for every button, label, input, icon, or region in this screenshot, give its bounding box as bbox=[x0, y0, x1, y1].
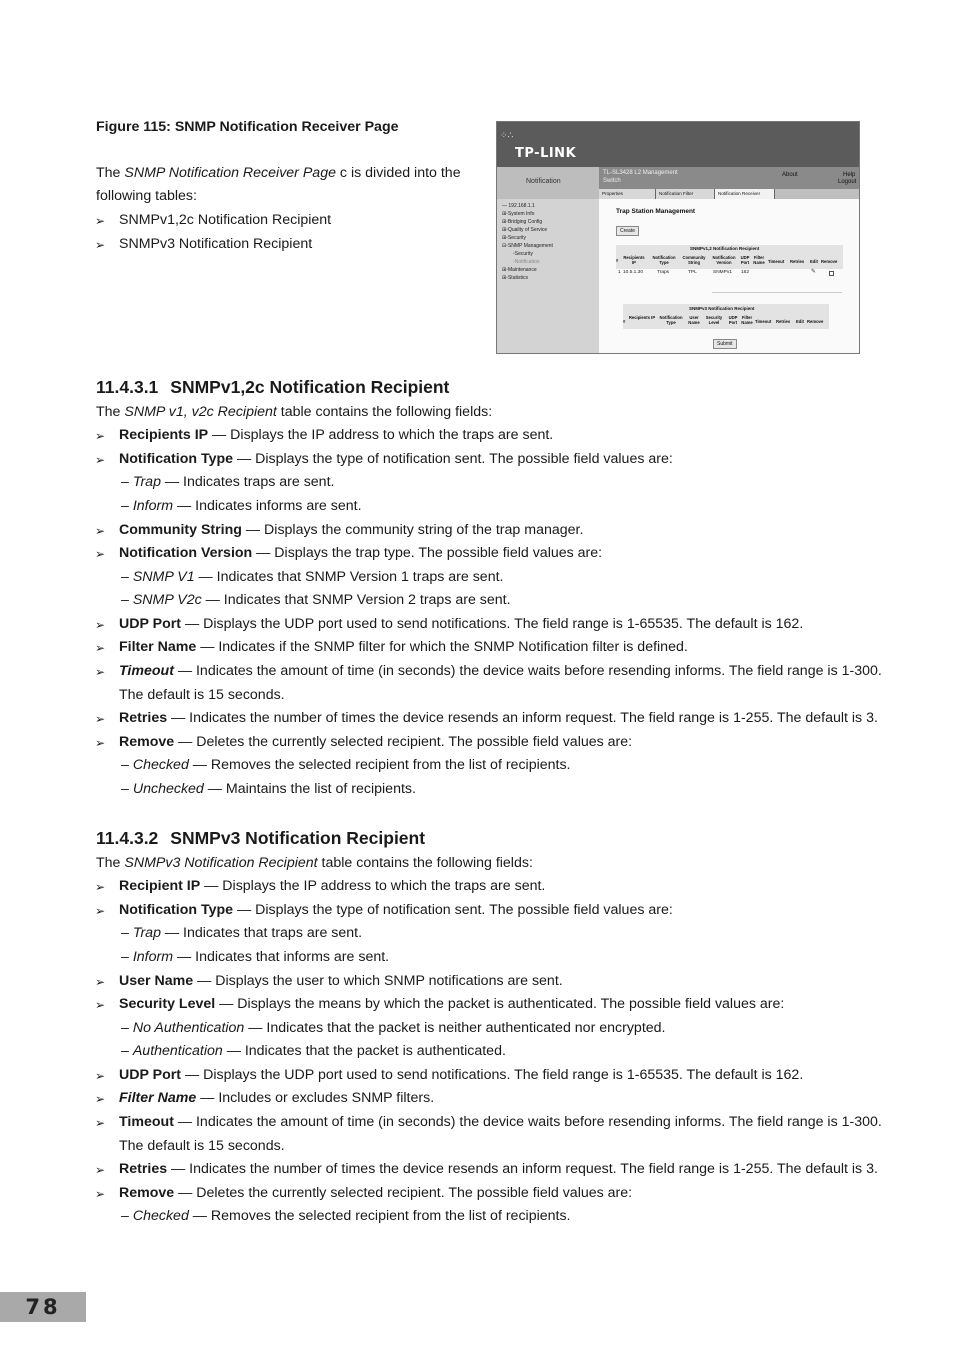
col-header: Recipients IP bbox=[623, 255, 645, 265]
intro-italic: SNMPv3 Notification Recipient bbox=[124, 855, 318, 871]
field-item: ➢ Timeout — Indicates the amount of time (in seconds) the device waits before resending informs. The field range is 1-300. bbox=[119, 1111, 882, 1135]
tree-item[interactable]: ⊞▫System Info bbox=[502, 211, 535, 217]
col-header: Timeout bbox=[755, 319, 772, 324]
remove-checkbox[interactable] bbox=[829, 271, 834, 276]
figure-bullet: ➢ SNMPv1,2c Notification Recipient bbox=[119, 209, 331, 233]
field-item: ➢ Filter Name — Indicates if the SNMP filter for which the SNMP Notification filter is defined. bbox=[119, 636, 688, 660]
field-item: ➢ Notification Type — Displays the type of notification sent. The possible field values are: bbox=[119, 899, 673, 923]
col-header: # bbox=[623, 319, 626, 324]
submit-button[interactable]: Submit bbox=[713, 339, 737, 349]
tree-item[interactable]: ▫Security bbox=[513, 251, 533, 257]
section-number: 11.4.3.2 bbox=[96, 828, 159, 848]
section-heading bbox=[96, 828, 425, 849]
field-value: – Trap — Indicates traps are sent. bbox=[121, 474, 335, 490]
field-value: – Authentication — Indicates that the packet is authenticated. bbox=[121, 1043, 506, 1059]
col-header: Community String bbox=[682, 255, 706, 265]
left-title-text: Notification bbox=[526, 178, 561, 185]
cell: 10.5.1.30 bbox=[623, 270, 644, 275]
device-title bbox=[603, 169, 678, 185]
figure-intro-text: The bbox=[96, 165, 125, 181]
tab-notification-filter[interactable]: Notification Filter bbox=[656, 189, 715, 199]
field-item: ➢ Security Level — Displays the means by which the packet is authenticated. The possible field values are: bbox=[119, 993, 784, 1017]
field-item: ➢ Recipients IP — Displays the IP address to which the traps are sent. bbox=[119, 424, 553, 448]
tree-item[interactable]: ⊞▫Bridging Config bbox=[502, 219, 543, 225]
figure-bullet: ➢ SNMPv3 Notification Recipient bbox=[119, 233, 312, 257]
figure-intro-italic: SNMP Notification Receiver Page bbox=[124, 165, 336, 181]
help-link[interactable]: Help bbox=[843, 172, 856, 178]
intro-italic: SNMP v1, v2c Recipient bbox=[124, 404, 277, 420]
field-item: ➢ User Name — Displays the user to which SNMP notifications are sent. bbox=[119, 970, 563, 994]
figure-caption: Figure 115: SNMP Notification Receiver Page bbox=[96, 119, 399, 135]
col-header: Timeout bbox=[768, 259, 785, 264]
col-header: User Name bbox=[688, 315, 700, 325]
col-header: Notification Type bbox=[652, 255, 676, 265]
logout-link[interactable]: Logout bbox=[838, 179, 857, 185]
create-button[interactable]: Create bbox=[616, 226, 639, 236]
edit-pencil-icon[interactable]: ✎ bbox=[811, 269, 817, 275]
cell: SNMPv1 bbox=[713, 270, 732, 275]
field-item: ➢ Timeout — Indicates the amount of time (in seconds) the device waits before resending informs. The field range is 1-300. bbox=[119, 660, 882, 684]
field-item: ➢ Recipient IP — Displays the IP address to which the traps are sent. bbox=[119, 875, 545, 899]
col-header: Retries bbox=[790, 259, 805, 264]
field-value: – No Authentication — Indicates that the packet is neither authenticated nor encrypted. bbox=[121, 1020, 666, 1036]
field-value: – Inform — Indicates that informs are sent. bbox=[121, 949, 390, 965]
field-item: ➢ Remove — Deletes the currently selected recipient. The possible field values are: bbox=[119, 731, 632, 755]
tree-item[interactable]: ▫Notification bbox=[513, 259, 540, 265]
col-header: Retries bbox=[776, 319, 791, 324]
tree-root[interactable]: — 192.168.1.1 bbox=[502, 203, 535, 209]
field-value: – Checked — Removes the selected recipient from the list of recipients. bbox=[121, 1208, 571, 1224]
about-link[interactable]: About bbox=[782, 172, 798, 178]
cell: 1 bbox=[618, 270, 621, 275]
field-item: ➢ Community String — Displays the community string of the trap manager. bbox=[119, 519, 583, 543]
tab-notification-receiver[interactable]: Notification Receiver bbox=[715, 189, 775, 199]
screenshot-content bbox=[599, 199, 859, 353]
col-header: Notification Version bbox=[712, 255, 736, 265]
col-header: UDP Port bbox=[740, 255, 750, 265]
section-heading bbox=[96, 377, 449, 398]
col-header: Recipients IP bbox=[628, 315, 656, 320]
device-title-line1: TL-SL3428 L2 Management bbox=[603, 170, 678, 176]
screenshot-left-title bbox=[497, 167, 599, 199]
field-item: ➢ UDP Port — Displays the UDP port used to send notifications. The field range is 1-65535. The default is 162. bbox=[119, 613, 803, 637]
section-intro: The SNMPv3 Notification Recipient table contains the following fields: bbox=[96, 855, 533, 871]
field-item: ➢ Retries — Indicates the number of times the device resends an inform request. The field range is 1-255. The default is 3. bbox=[119, 1158, 878, 1182]
col-header: UDP Port bbox=[728, 315, 738, 325]
cell: TPL bbox=[688, 270, 697, 275]
field-item: ➢ Filter Name — Includes or excludes SNMP filters. bbox=[119, 1087, 434, 1111]
tree-item[interactable]: ⊞▫Quality of Service bbox=[502, 227, 548, 233]
page-number: 78 bbox=[0, 1292, 86, 1322]
tree-item[interactable]: ⊞▫Security bbox=[502, 235, 527, 241]
tree-item[interactable]: ⊟▫SNMP Management bbox=[502, 243, 553, 249]
field-item: ➢ UDP Port — Displays the UDP port used to send notifications. The field range is 1-65535. The default is 162. bbox=[119, 1064, 803, 1088]
field-value: – Checked — Removes the selected recipient from the list of recipients. bbox=[121, 757, 571, 773]
field-value: – Trap — Indicates that traps are sent. bbox=[121, 925, 363, 941]
col-header: Remove bbox=[821, 259, 838, 264]
field-value: – SNMP V2c — Indicates that SNMP Version 2 traps are sent. bbox=[121, 592, 511, 608]
field-continuation: The default is 15 seconds. bbox=[119, 1138, 285, 1154]
device-title-line2: Switch bbox=[603, 178, 621, 184]
tp-link-logo: TP-LINK bbox=[515, 146, 577, 161]
figure-intro bbox=[96, 162, 461, 186]
field-item: ➢ Notification Type — Displays the type of notification sent. The possible field values are: bbox=[119, 448, 673, 472]
col-header: Edit bbox=[796, 319, 804, 324]
section-number: 11.4.3.1 bbox=[96, 377, 159, 397]
col-header: Notification Type bbox=[659, 315, 683, 325]
snmpv12-table-title: SNMPv1,2 Notification Recipient bbox=[690, 246, 760, 251]
col-header: Remove bbox=[807, 319, 824, 324]
field-item: ➢ Notification Version — Displays the trap type. The possible field values are: bbox=[119, 542, 602, 566]
field-value: – Unchecked — Maintains the list of recipients. bbox=[121, 781, 416, 797]
divider bbox=[712, 292, 842, 293]
col-header: Security Level bbox=[705, 315, 723, 325]
cell: 162 bbox=[741, 270, 750, 275]
logo-dots-icon: ⁘∴ bbox=[500, 130, 514, 140]
section-title: SNMPv1,2c Notification Recipient bbox=[170, 377, 450, 397]
snmpv3-table-title: SNMPv3 Notification Recipient bbox=[689, 306, 755, 311]
tab-properties[interactable]: Properties bbox=[599, 189, 656, 199]
field-value: – Inform — Indicates informs are sent. bbox=[121, 498, 362, 514]
cell: Traps bbox=[657, 270, 670, 275]
field-item: ➢ Retries — Indicates the number of times the device resends an inform request. The field range is 1-255. The default is 3. bbox=[119, 707, 878, 731]
col-header: Filter Name bbox=[753, 255, 765, 265]
section-title: SNMPv3 Notification Recipient bbox=[170, 828, 426, 848]
field-continuation: The default is 15 seconds. bbox=[119, 687, 285, 703]
figure-intro-line2: following tables: bbox=[96, 188, 197, 204]
figure-intro-text-2: c is divided into the bbox=[335, 165, 461, 181]
field-item: ➢ Remove — Deletes the currently selected recipient. The possible field values are: bbox=[119, 1182, 632, 1206]
trap-station-heading: Trap Station Management bbox=[616, 208, 696, 215]
col-header: Filter Name bbox=[741, 315, 753, 325]
tree-item[interactable]: ⊞▫Maintenance bbox=[502, 267, 537, 273]
col-header: Edit bbox=[810, 259, 818, 264]
section-intro: The SNMP v1, v2c Recipient table contains the following fields: bbox=[96, 404, 493, 420]
col-header: # bbox=[616, 258, 619, 263]
field-value: – SNMP V1 — Indicates that SNMP Version 1 traps are sent. bbox=[121, 569, 504, 585]
snmp-notification-receiver-screenshot bbox=[496, 121, 860, 354]
tree-item[interactable]: ⊞▫Statistics bbox=[502, 275, 528, 281]
